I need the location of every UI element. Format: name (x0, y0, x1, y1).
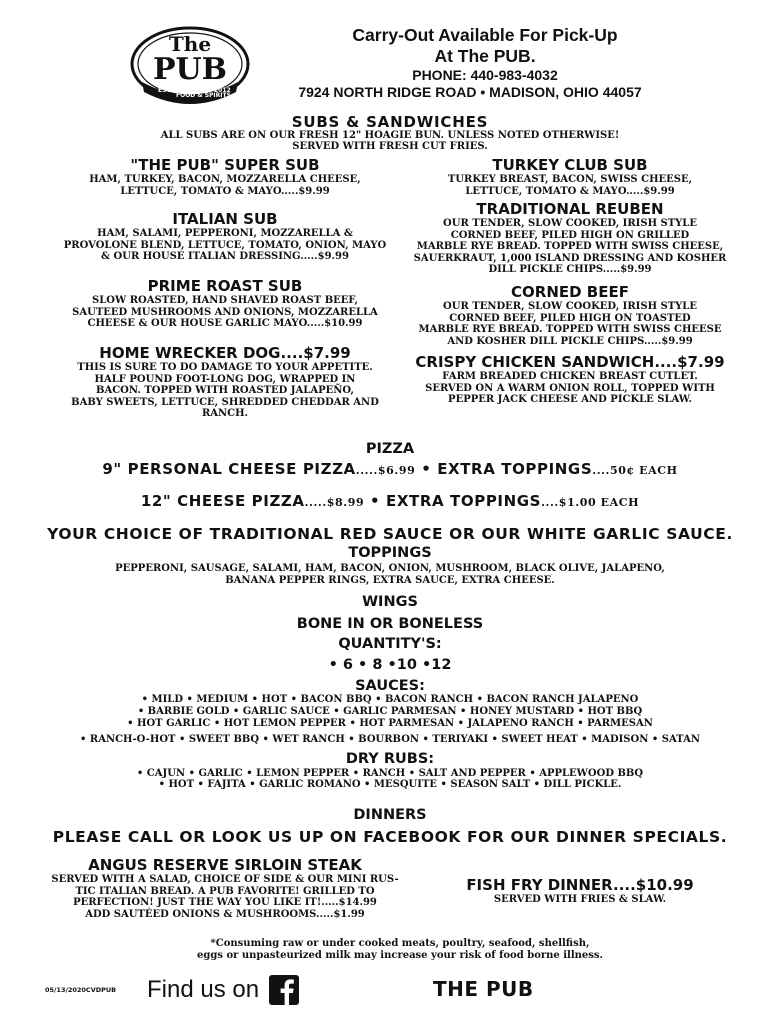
subs-note: SERVED WITH FRESH CUT FRIES. (292, 141, 488, 152)
menu-item-prime-roast-sub (40, 278, 410, 330)
item-desc: HALF POUND FOOT-LONG DOG, WRAPPED IN (94, 373, 356, 385)
item-title: TURKEY CLUB SUB (492, 156, 648, 174)
carry-out-line-1: Carry-Out Available For Pick-Up (352, 25, 618, 45)
item-title: CORNED BEEF (511, 283, 629, 301)
item-desc: ADD SAUTÉED ONIONS & MUSHROOMS.....$1.99 (85, 908, 365, 920)
facebook-icon[interactable] (269, 975, 299, 1005)
item-desc: LETTUCE, TOMATO & MAYO.....$9.99 (120, 185, 330, 197)
sauces-list: • BARBIE GOLD • GARLIC SAUCE • GARLIC PARMESAN • HONEY MUSTARD • HOT BBQ (137, 706, 643, 717)
pizza-extra-price: ....$1.00 EACH (541, 496, 640, 509)
item-desc: LETTUCE, TOMATO & MAYO.....$9.99 (465, 185, 675, 197)
subs-note: ALL SUBS ARE ON OUR FRESH 12" HOAGIE BUN. UNLESS NOTED OTHERWISE! (160, 130, 620, 141)
item-title: HOME WRECKER DOG....$7.99 (99, 344, 351, 362)
item-desc: CORNED BEEF, PILED HIGH ON GRILLED (450, 229, 690, 241)
pizza-extra-price: ....50¢ EACH (592, 464, 678, 477)
item-title: FISH FRY DINNER....$10.99 (466, 876, 694, 894)
wings-quantities: • 6 • 8 •10 •12 (328, 657, 452, 673)
pizza-section-title: PIZZA (365, 441, 415, 457)
item-desc: MARBLE RYE BREAD. TOPPED WITH SWISS CHEESE (418, 324, 722, 335)
sauces-list: • MILD • MEDIUM • HOT • BACON BBQ • BACON RANCH • BACON RANCH JALAPENO (141, 694, 639, 705)
sauces-list: • RANCH-O-HOT • SWEET BBQ • WET RANCH • BOURBON • TERIYAKI • SWEET HEAT • MADISON • SATAN (80, 734, 700, 745)
menu-item-fish-fry (430, 877, 730, 906)
menu-item-corned-beef (395, 284, 745, 347)
pub-logo (128, 24, 253, 104)
find-us-text: Find us on (147, 976, 260, 1003)
facebook-link[interactable] (147, 974, 299, 1006)
logo-pub: PUB (152, 52, 228, 87)
pizza-personal-line (60, 460, 720, 478)
pizza-extra: • EXTRA TOPPINGS (364, 492, 542, 510)
dinners-section-title: DINNERS (353, 807, 427, 823)
item-desc: SERVED WITH A SALAD, CHOICE OF SIDE & OUR MINI RUS- (51, 874, 399, 885)
item-title: ITALIAN SUB (172, 210, 278, 228)
dry-rubs-list: • HOT • FAJITA • GARLIC ROMANO • MESQUITE • SEASON SALT • DILL PICKLE. (158, 779, 622, 790)
toppings-title: TOPPINGS (348, 545, 432, 561)
subs-section-title: SUBS & SANDWICHES (291, 113, 489, 131)
item-title: PRIME ROAST SUB (147, 277, 303, 295)
dry-rubs-title: DRY RUBS: (345, 751, 435, 767)
pizza-sauce-note: YOUR CHOICE OF TRADITIONAL RED SAUCE OR OUR WHITE GARLIC SAUCE. (47, 525, 733, 543)
item-desc: PROVOLONE BLEND, LETTUCE, TOMATO, ONION, MAYO (63, 239, 387, 251)
item-desc: DILL PICKLE CHIPS.....$9.99 (488, 264, 652, 275)
pizza-extra: • EXTRA TOPPINGS (415, 460, 593, 478)
item-title: TRADITIONAL REUBEN (476, 200, 664, 218)
logo-tag: FOOD & SPIRITS (176, 92, 231, 99)
item-desc: CORNED BEEF, PILED HIGH ON TOASTED (449, 312, 691, 324)
wings-quantity-title: QUANTITY'S: (338, 636, 442, 652)
toppings-list: BANANA PEPPER RINGS, EXTRA SAUCE, EXTRA CHEESE. (225, 575, 555, 586)
item-desc: BABY SWEETS, LETTUCE, SHREDDED CHEDDAR AND (71, 396, 379, 408)
sauces-list: • HOT GARLIC • HOT LEMON PEPPER • HOT PARMESAN • JALAPENO RANCH • PARMESAN (127, 718, 653, 729)
item-desc: CHEESE & OUR HOUSE GARLIC MAYO.....$10.99 (87, 318, 363, 329)
footer-brand: THE PUB (433, 977, 534, 1001)
menu-item-sirloin-steak (40, 857, 410, 920)
item-desc: FARM BREADED CHICKEN BREAST CUTLET. (442, 371, 698, 382)
item-desc: SAUERKRAUT, 1,000 ISLAND DRESSING AND KOSHER (413, 252, 727, 264)
pizza-personal-price: .....$6.99 (355, 464, 416, 477)
item-desc: OUR TENDER, SLOW COOKED, IRISH STYLE (443, 301, 697, 312)
logo-the: The (168, 32, 212, 56)
wings-section-title: WINGS (362, 594, 418, 610)
item-title: ANGUS RESERVE SIRLOIN STEAK (88, 856, 362, 874)
food-warning-line: eggs or unpasteurized milk may increase your risk of food borne illness. (196, 950, 604, 961)
item-desc: TURKEY BREAST, BACON, SWISS CHEESE, (447, 174, 693, 185)
print-code: 05/13/2020CVDPUB (45, 986, 117, 994)
item-desc: MARBLE RYE BREAD. TOPPED WITH SWISS CHEESE, (416, 241, 724, 252)
item-desc: AND KOSHER DILL PICKLE CHIPS.....$9.99 (447, 335, 693, 347)
menu-item-turkey-club (395, 157, 745, 197)
food-warning (100, 938, 700, 962)
item-desc: BACON. TOPPED WITH ROASTED JALAPEÑO, (96, 385, 354, 396)
menu-item-reuben (395, 201, 745, 276)
item-desc: SERVED ON A WARM ONION ROLL, TOPPED WITH (425, 382, 715, 394)
item-desc: THIS IS SURE TO DO DAMAGE TO YOUR APPETITE. (77, 362, 373, 373)
menu-item-crispy-chicken (395, 354, 745, 406)
logo-est: EST. (158, 87, 172, 94)
pizza-personal: 9" PERSONAL CHEESE PIZZA (102, 460, 356, 478)
menu-item-italian-sub (40, 211, 410, 263)
pizza-12-line (60, 492, 720, 510)
pizza-12-price: .....$8.99 (304, 496, 365, 509)
food-warning-line: *Consuming raw or under cooked meats, poultry, seafood, shellfish, (210, 938, 590, 949)
item-desc: HAM, SALAMI, PEPPERONI, MOZZARELLA & (97, 228, 353, 239)
item-title: CRISPY CHICKEN SANDWICH....$7.99 (415, 353, 725, 371)
logo-year: 2012 (214, 87, 231, 94)
menu-item-super-sub (40, 157, 410, 197)
item-desc: OUR TENDER, SLOW COOKED, IRISH STYLE (443, 218, 697, 229)
item-desc: RANCH. (201, 408, 249, 419)
pizza-12: 12" CHEESE PIZZA (140, 492, 305, 510)
item-desc: SAUTEED MUSHROOMS AND ONIONS, MOZZARELLA (72, 306, 378, 318)
item-desc: SERVED WITH FRIES & SLAW. (493, 894, 667, 905)
item-title: "THE PUB" SUPER SUB (130, 156, 320, 174)
wings-style: BONE IN OR BONELESS (296, 616, 484, 632)
phone-number: PHONE: 440-983-4032 (412, 67, 558, 83)
menu-item-home-wrecker-dog (40, 345, 410, 420)
item-desc: PEPPER JACK CHEESE AND PICKLE SLAW. (448, 394, 692, 405)
carry-out-line-2: At The PUB. (434, 46, 536, 66)
toppings-list: PEPPERONI, SAUSAGE, SALAMI, HAM, BACON, ONION, MUSHROOM, BLACK OLIVE, JALAPENO, (115, 563, 665, 574)
dry-rubs-list: • CAJUN • GARLIC • LEMON PEPPER • RANCH • SALT AND PEPPER • APPLEWOOD BBQ (136, 768, 644, 779)
sauces-title: SAUCES: (355, 678, 425, 694)
item-desc: TIC ITALIAN BREAD. A PUB FAVORITE! GRILLED TO (75, 885, 375, 897)
item-desc: HAM, TURKEY, BACON, MOZZARELLA CHEESE, (89, 174, 361, 185)
item-desc: & OUR HOUSE ITALIAN DRESSING.....$9.99 (101, 251, 349, 262)
item-desc: PERFECTION! JUST THE WAY YOU LIKE IT!.....$14.99 (73, 897, 377, 908)
item-desc: SLOW ROASTED, HAND SHAVED ROAST BEEF, (92, 295, 358, 306)
dinners-note: PLEASE CALL OR LOOK US UP ON FACEBOOK FOR OUR DINNER SPECIALS. (52, 828, 728, 846)
address: 7924 NORTH RIDGE ROAD • MADISON, OHIO 44057 (298, 84, 642, 100)
